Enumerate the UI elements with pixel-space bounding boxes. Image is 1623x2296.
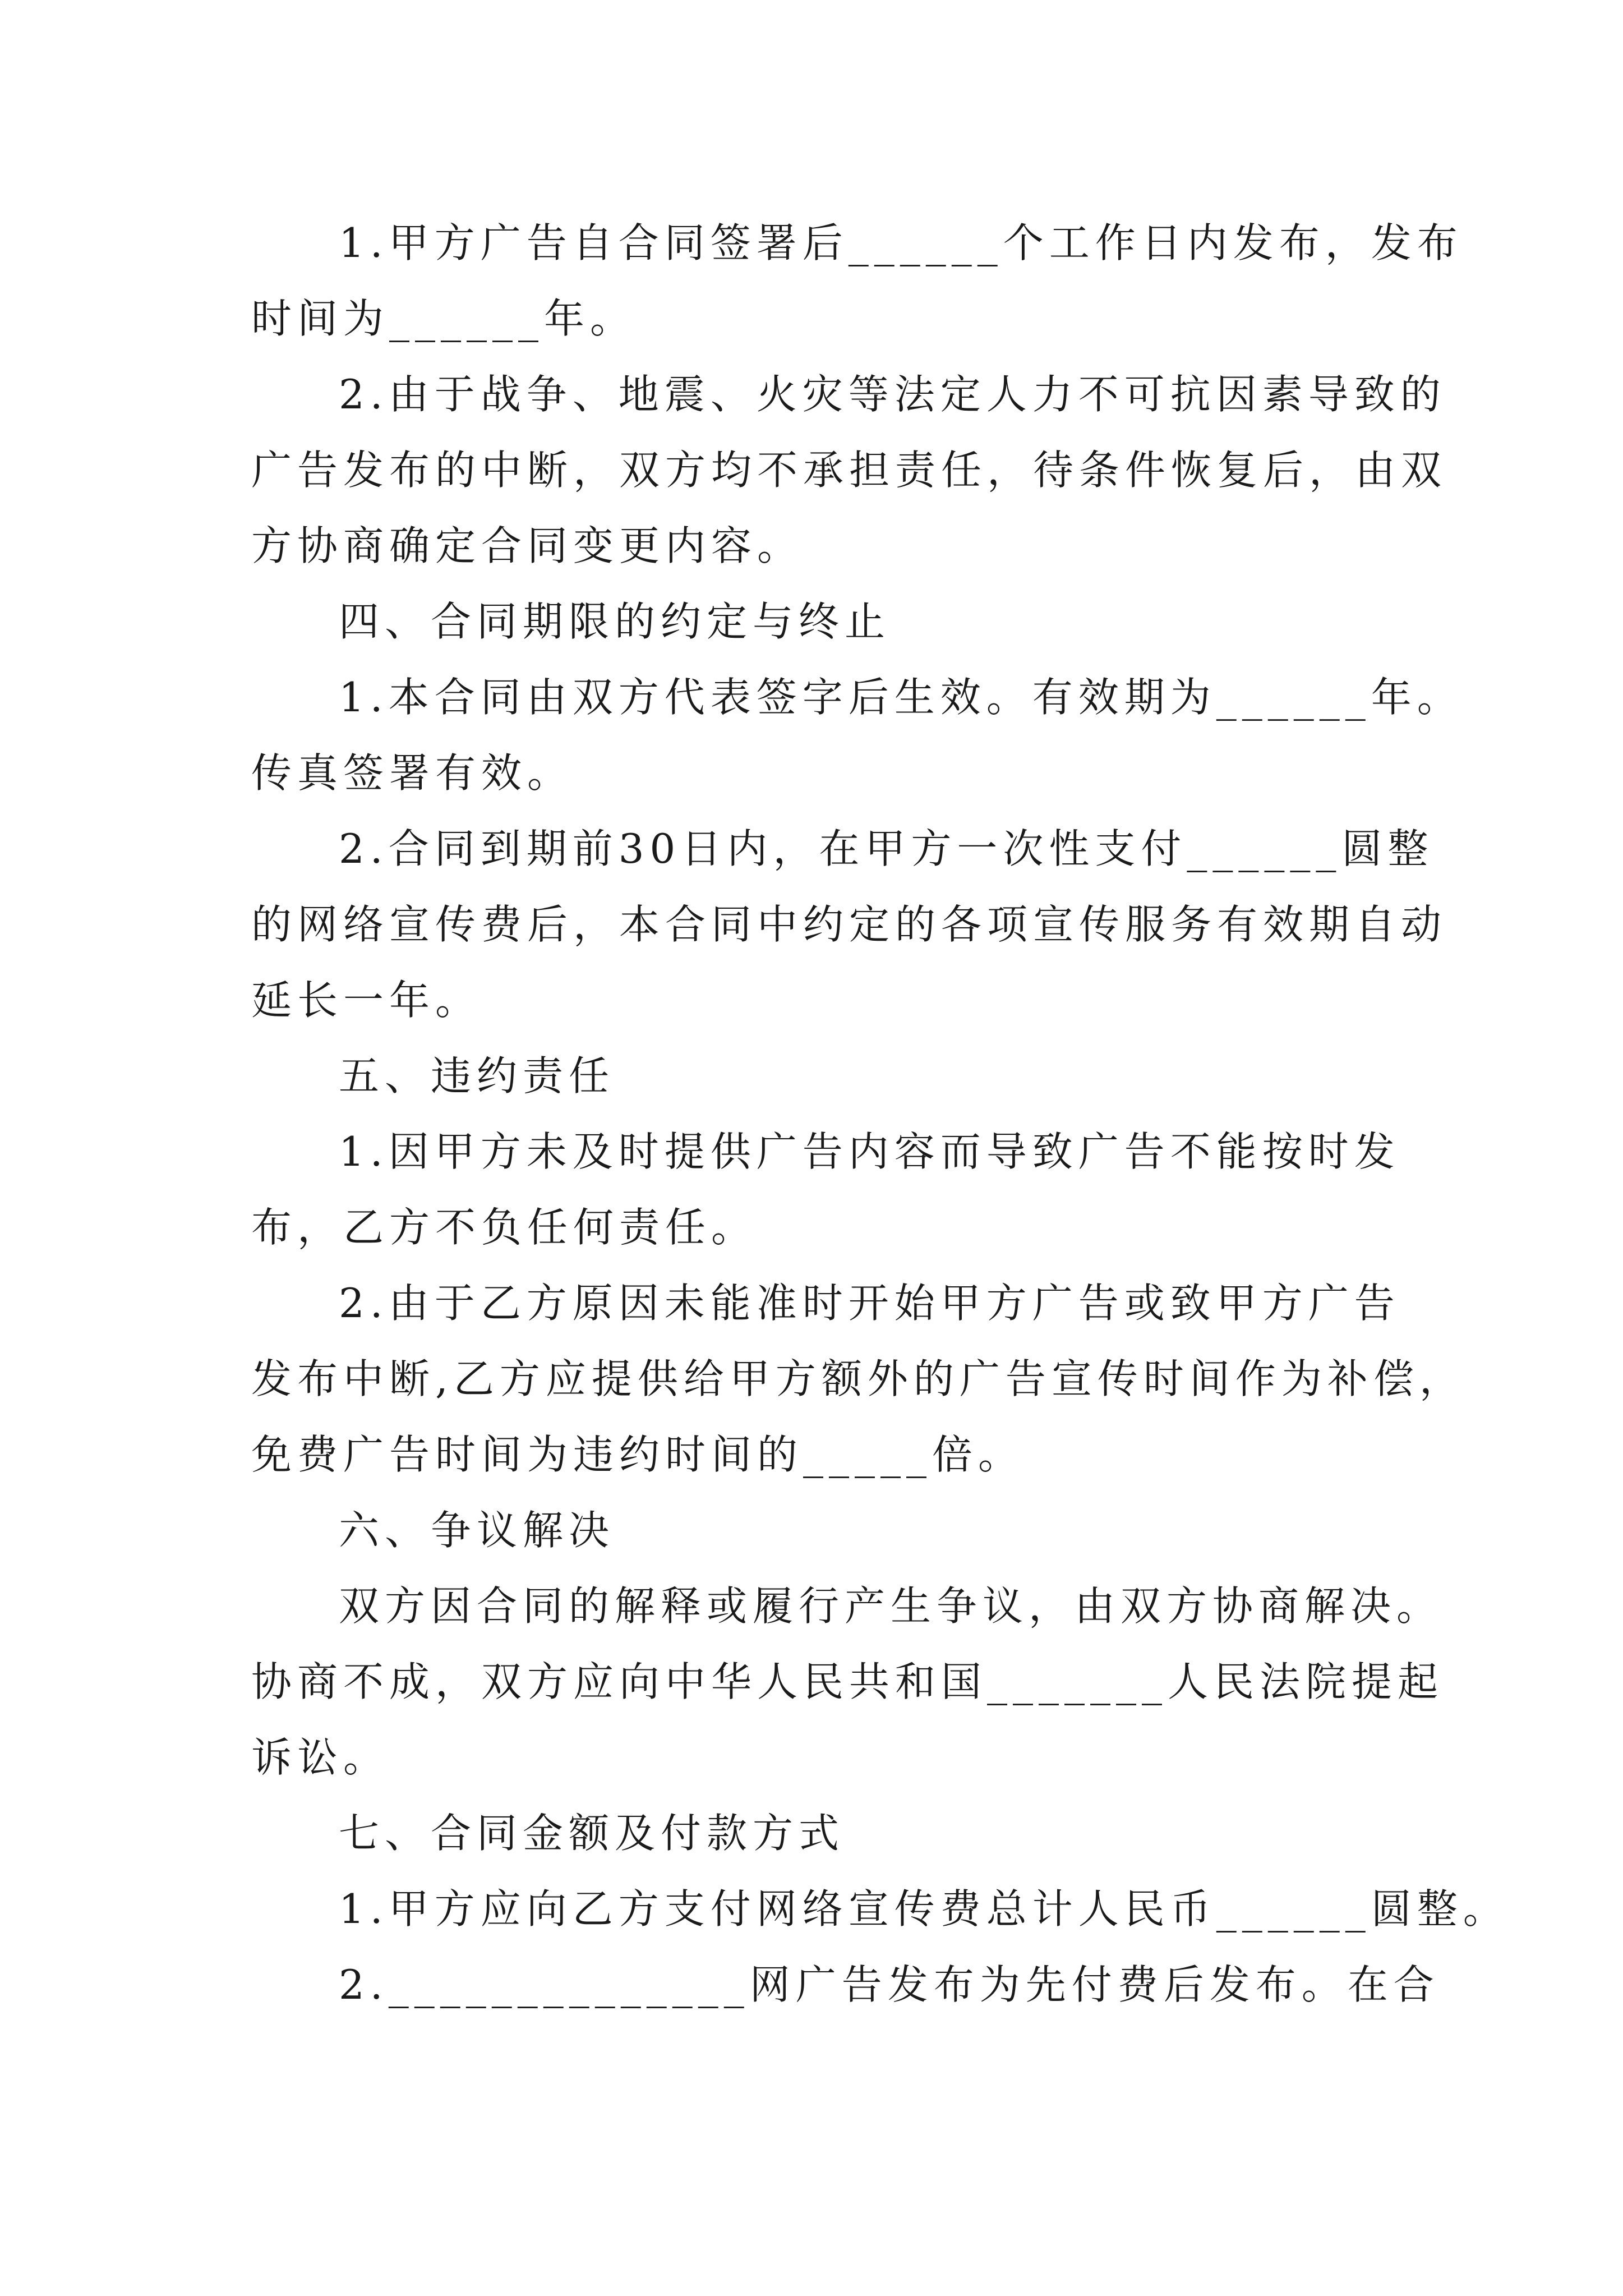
clause-7-2-line-1: 2.______________网广告发布为先付费后发布。在合 (339, 1961, 1440, 2008)
clause-6-line-2: 协商不成，双方应向中华人民共和国_______人民法院提起 (251, 1658, 1444, 1705)
clause-6-line-3: 诉讼。 (251, 1734, 390, 1781)
clause-6-line-1: 双方因合同的解释或履行产生争议，由双方协商解决。 (339, 1582, 1443, 1630)
section-heading-5: 五、违约责任 (339, 1052, 615, 1099)
clause-4-2-line-2: 的网络宣传费后，本合同中约定的各项宣传服务有效期自动 (251, 901, 1447, 948)
clause-3-2-line-1: 2.由于战争、地震、火灾等法定人力不可抗因素导致的 (339, 371, 1446, 418)
section-heading-4: 四、合同期限的约定与终止 (339, 598, 891, 645)
clause-5-2-line-2: 发布中断,乙方应提供给甲方额外的广告宣传时间作为补偿， (251, 1355, 1465, 1402)
clause-4-1-line-2: 传真签署有效。 (251, 749, 574, 797)
clause-4-2-line-3: 延长一年。 (251, 977, 482, 1024)
section-heading-7: 七、合同金额及付款方式 (339, 1810, 845, 1857)
clause-7-1-line-1: 1.甲方应向乙方支付网络宣传费总计人民币______圆整。 (339, 1885, 1509, 1932)
clause-3-2-line-2: 广告发布的中断，双方均不承担责任，待条件恢复后，由双 (251, 447, 1447, 494)
clause-3-2-line-3: 方协商确定合同变更内容。 (251, 522, 804, 569)
clause-5-2-line-3: 免费广告时间为违约时间的_____倍。 (251, 1431, 1025, 1478)
clause-4-2-line-1: 2.合同到期前30日内，在甲方一次性支付______圆整 (339, 825, 1434, 872)
clause-5-1-line-1: 1.因甲方未及时提供广告内容而导致广告不能按时发 (339, 1128, 1400, 1175)
clause-5-1-line-2: 布，乙方不负任何责任。 (251, 1204, 758, 1251)
clause-4-1-line-1: 1.本合同由双方代表签字后生效。有效期为______年。 (339, 674, 1463, 721)
clause-3-1-line-1: 1.甲方广告自合同签署后______个工作日内发布，发布 (339, 219, 1463, 266)
clause-5-2-line-1: 2.由于乙方原因未能准时开始甲方广告或致甲方广告 (339, 1280, 1400, 1327)
section-heading-6: 六、争议解决 (339, 1507, 615, 1554)
clause-3-1-line-2: 时间为______年。 (251, 295, 637, 342)
